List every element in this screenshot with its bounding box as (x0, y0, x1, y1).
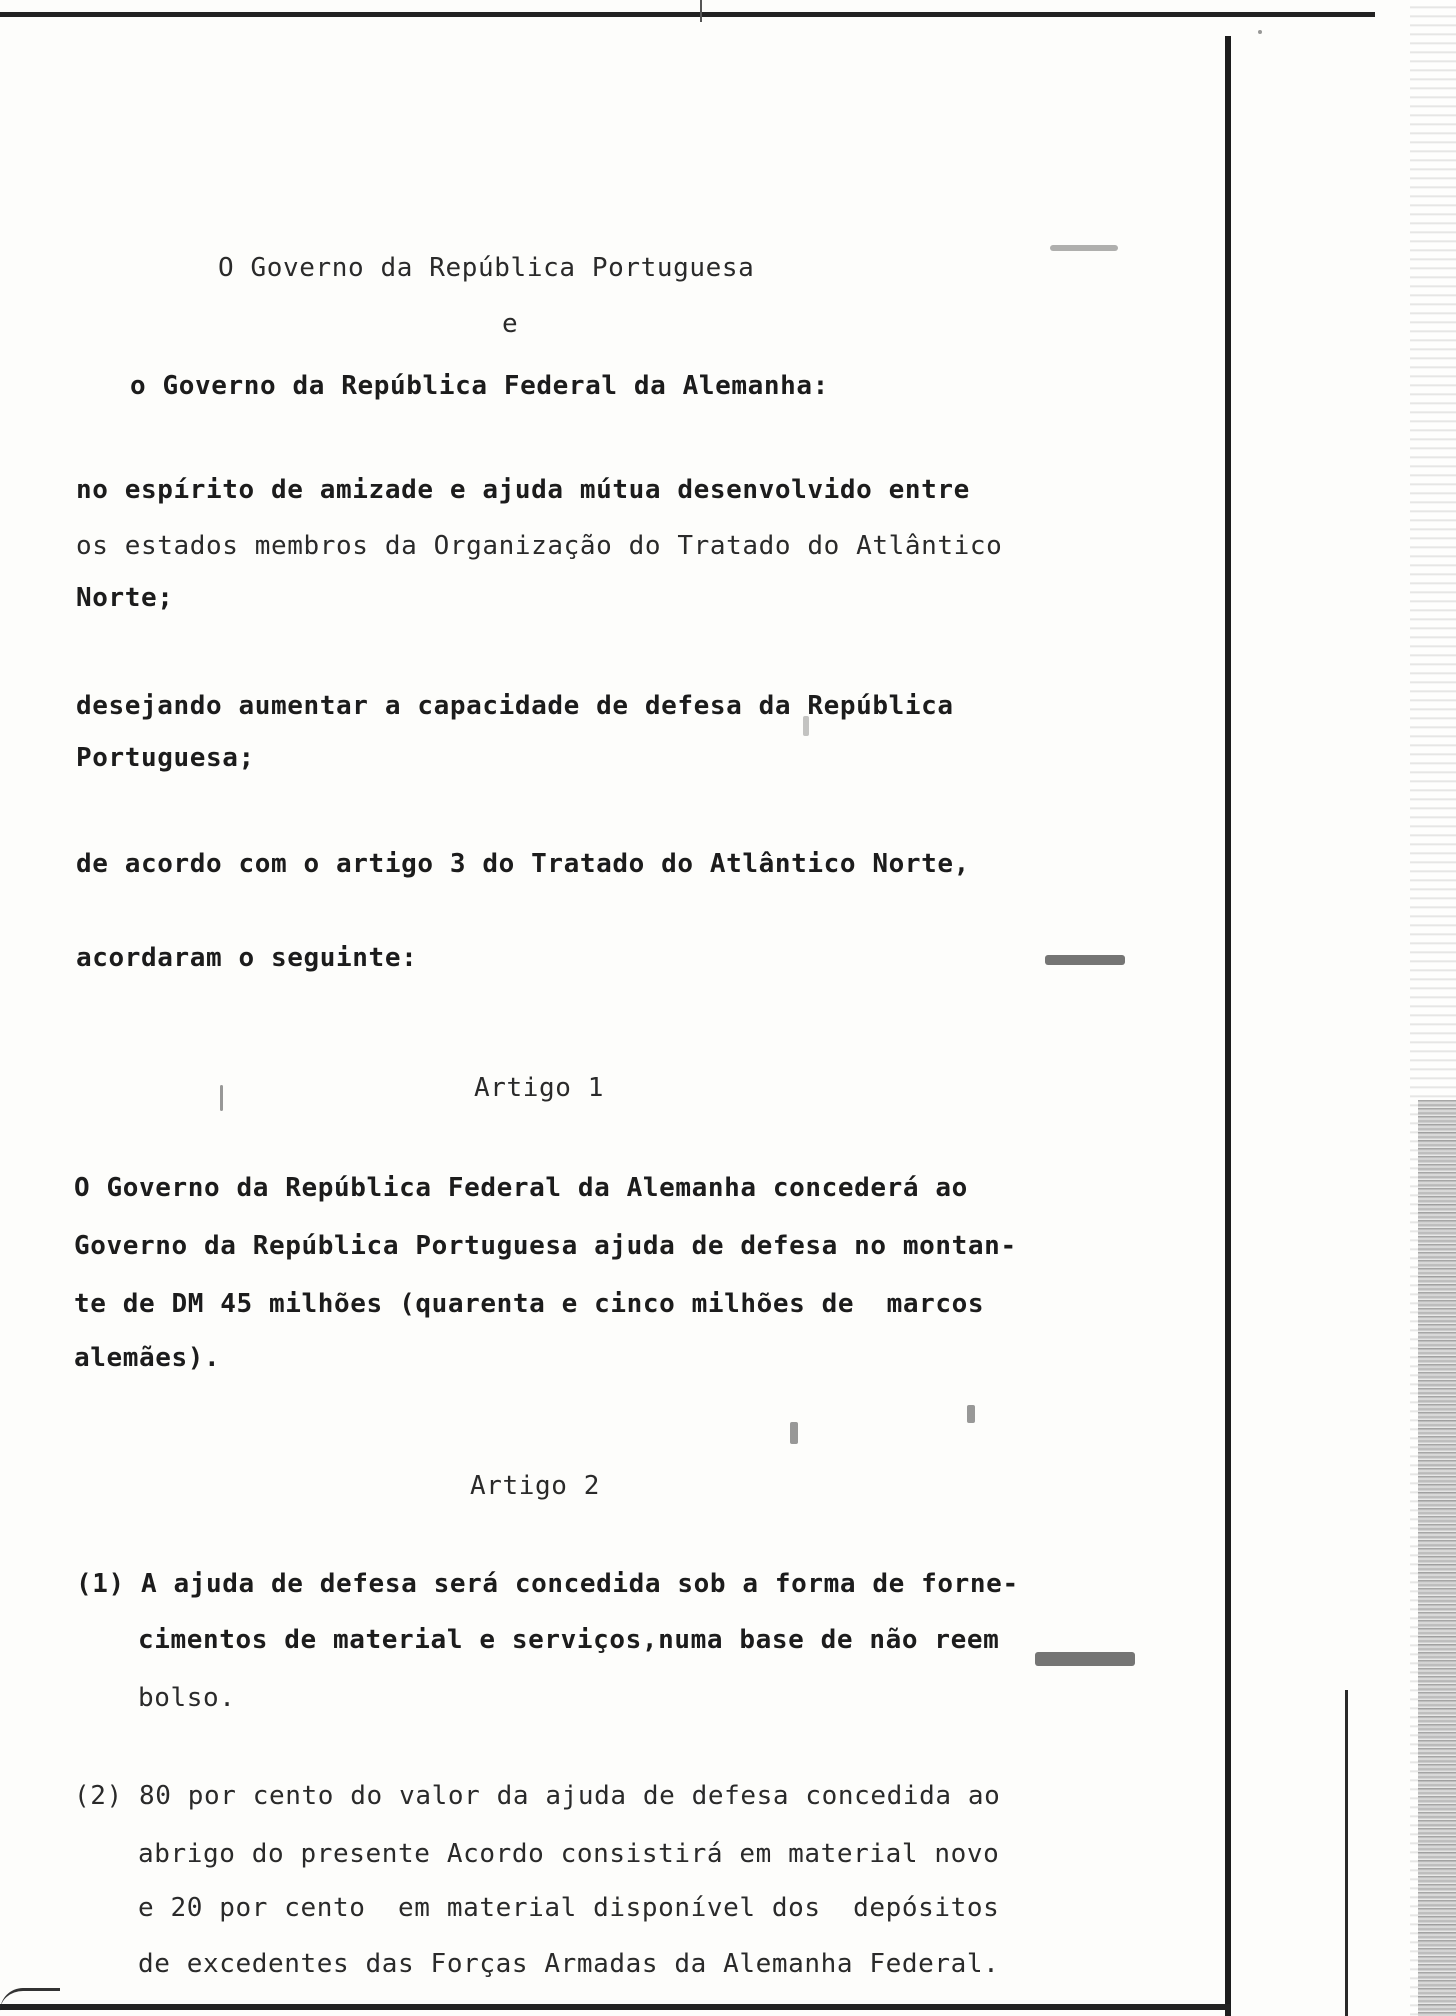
preamble-para1-line2: os estados membros da Organização do Tratado do Atlântico (76, 531, 1003, 561)
right-margin-line (1225, 36, 1231, 2016)
preamble-para4-line1: acordaram o seguinte: (76, 943, 418, 973)
artigo1-line3: te de DM 45 milhões (quarenta e cinco milhões de marcos (74, 1289, 985, 1319)
top-border-mark (700, 0, 762, 22)
scan-speck (790, 1422, 798, 1444)
artigo2-heading: Artigo 2 (470, 1471, 601, 1501)
artigo2-item2-line4: de excedentes das Forças Armadas da Alemanha Federal. (138, 1949, 1000, 1979)
bottom-border-line (0, 2004, 1230, 2010)
scan-speck (967, 1405, 975, 1423)
artigo2-item2-line2: abrigo do presente Acordo consistirá em material novo (138, 1839, 1000, 1869)
preamble-line-3: o Governo da República Federal da Alemanha: (130, 371, 829, 401)
preamble-para3-line1: de acordo com o artigo 3 do Tratado do Atlântico Norte, (76, 849, 970, 879)
right-edge-line (1345, 1690, 1348, 2016)
artigo1-line1: O Governo da República Federal da Alemanha concederá ao (74, 1173, 968, 1203)
scan-speck (220, 1085, 223, 1111)
preamble-para1-line1: no espírito de amizade e ajuda mútua desenvolvido entre (76, 475, 970, 505)
scan-smudge (1045, 955, 1125, 965)
preamble-conjunction: e (502, 309, 519, 339)
artigo1-line2: Governo da República Portuguesa ajuda de defesa no montan- (74, 1231, 1017, 1261)
artigo2-item1-line2: cimentos de material e serviços,numa base de não reem (138, 1625, 1000, 1655)
top-border-line (0, 12, 1375, 17)
artigo1-line4: alemães). (74, 1343, 221, 1373)
preamble-line-1: O Governo da República Portuguesa (218, 253, 755, 283)
bottom-corner-curl (0, 1988, 60, 2011)
scan-edge-shadow (1418, 1100, 1456, 2016)
preamble-para1-line3: Norte; (76, 583, 174, 613)
preamble-para2-line2: Portuguesa; (76, 743, 255, 773)
scan-smudge (1050, 245, 1118, 251)
artigo2-item1-line3: bolso. (138, 1683, 236, 1713)
artigo2-item2-line3: e 20 por cento em material disponível dos depósitos (138, 1893, 1000, 1923)
artigo2-item2-line1: (2) 80 por cento do valor da ajuda de defesa concedida ao (74, 1781, 1001, 1811)
artigo1-heading: Artigo 1 (474, 1073, 605, 1103)
scan-speck (1258, 30, 1262, 34)
preamble-para2-line1: desejando aumentar a capacidade de defesa da República (76, 691, 954, 721)
artigo2-item1-line1: (1) A ajuda de defesa será concedida sob a forma de forne- (76, 1569, 1019, 1599)
scan-smudge (1035, 1652, 1135, 1666)
